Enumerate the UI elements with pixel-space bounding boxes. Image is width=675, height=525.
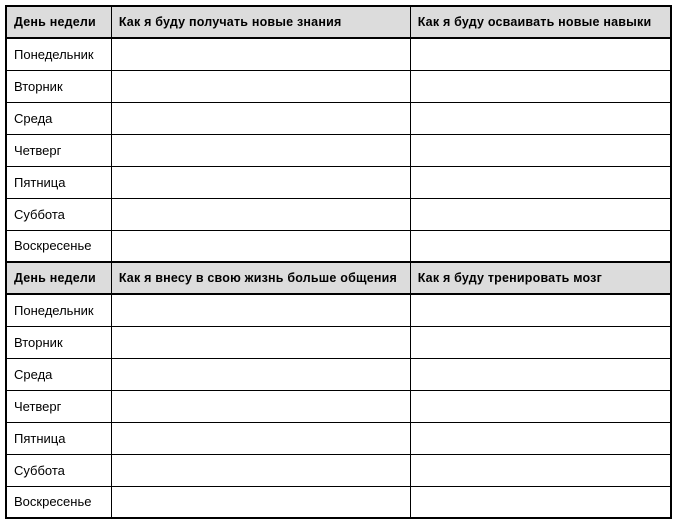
- table-row: [6, 70, 671, 102]
- table-row: [6, 166, 671, 198]
- entry-skills[interactable]: [410, 134, 671, 166]
- entry-knowledge[interactable]: [111, 102, 410, 134]
- entry-knowledge[interactable]: [111, 166, 410, 198]
- planner-body: [6, 6, 671, 518]
- table-row: [6, 486, 671, 518]
- day-label: Четверг: [6, 134, 111, 166]
- entry-brain-training[interactable]: [410, 454, 671, 486]
- table-row: [6, 38, 671, 70]
- table-row: [6, 326, 671, 358]
- entry-skills[interactable]: [410, 102, 671, 134]
- entry-skills[interactable]: [410, 198, 671, 230]
- day-label: Воскресенье: [6, 230, 111, 262]
- day-label: Среда: [6, 102, 111, 134]
- entry-knowledge[interactable]: [111, 70, 410, 102]
- table-row: [6, 422, 671, 454]
- day-label: Четверг: [6, 390, 111, 422]
- entry-socializing[interactable]: [111, 326, 410, 358]
- entry-brain-training[interactable]: [410, 326, 671, 358]
- day-label: Вторник: [6, 70, 111, 102]
- header-day-social-brain: День недели: [6, 262, 111, 294]
- entry-socializing[interactable]: [111, 486, 410, 518]
- table-row: [6, 454, 671, 486]
- entry-brain-training[interactable]: [410, 390, 671, 422]
- header-skills: Как я буду осваивать новые навыки: [410, 6, 671, 38]
- table-row: [6, 198, 671, 230]
- day-label: Понедельник: [6, 294, 111, 326]
- header-row-learning: [6, 6, 671, 38]
- table-row: [6, 102, 671, 134]
- entry-knowledge[interactable]: [111, 198, 410, 230]
- table-row: [6, 134, 671, 166]
- day-label: Вторник: [6, 326, 111, 358]
- entry-skills[interactable]: [410, 230, 671, 262]
- table-row: [6, 230, 671, 262]
- entry-skills[interactable]: [410, 70, 671, 102]
- table-row: [6, 358, 671, 390]
- entry-knowledge[interactable]: [111, 134, 410, 166]
- entry-socializing[interactable]: [111, 358, 410, 390]
- entry-socializing[interactable]: [111, 454, 410, 486]
- entry-brain-training[interactable]: [410, 486, 671, 518]
- day-label: Воскресенье: [6, 486, 111, 518]
- day-label: Понедельник: [6, 38, 111, 70]
- entry-knowledge[interactable]: [111, 38, 410, 70]
- entry-socializing[interactable]: [111, 390, 410, 422]
- header-brain-training: Как я буду тренировать мозг: [410, 262, 671, 294]
- day-label: Пятница: [6, 422, 111, 454]
- entry-brain-training[interactable]: [410, 358, 671, 390]
- header-knowledge: Как я буду получать новые знания: [111, 6, 410, 38]
- entry-brain-training[interactable]: [410, 294, 671, 326]
- entry-brain-training[interactable]: [410, 422, 671, 454]
- entry-knowledge[interactable]: [111, 230, 410, 262]
- day-label: Пятница: [6, 166, 111, 198]
- entry-skills[interactable]: [410, 166, 671, 198]
- table-row: [6, 294, 671, 326]
- entry-socializing[interactable]: [111, 294, 410, 326]
- weekly-planner-table: [5, 5, 672, 519]
- header-socializing: Как я внесу в свою жизнь больше общения: [111, 262, 410, 294]
- day-label: Среда: [6, 358, 111, 390]
- day-label: Суббота: [6, 198, 111, 230]
- entry-socializing[interactable]: [111, 422, 410, 454]
- table-row: [6, 390, 671, 422]
- header-row-social-brain: [6, 262, 671, 294]
- header-day-learning: День недели: [6, 6, 111, 38]
- entry-skills[interactable]: [410, 38, 671, 70]
- day-label: Суббота: [6, 454, 111, 486]
